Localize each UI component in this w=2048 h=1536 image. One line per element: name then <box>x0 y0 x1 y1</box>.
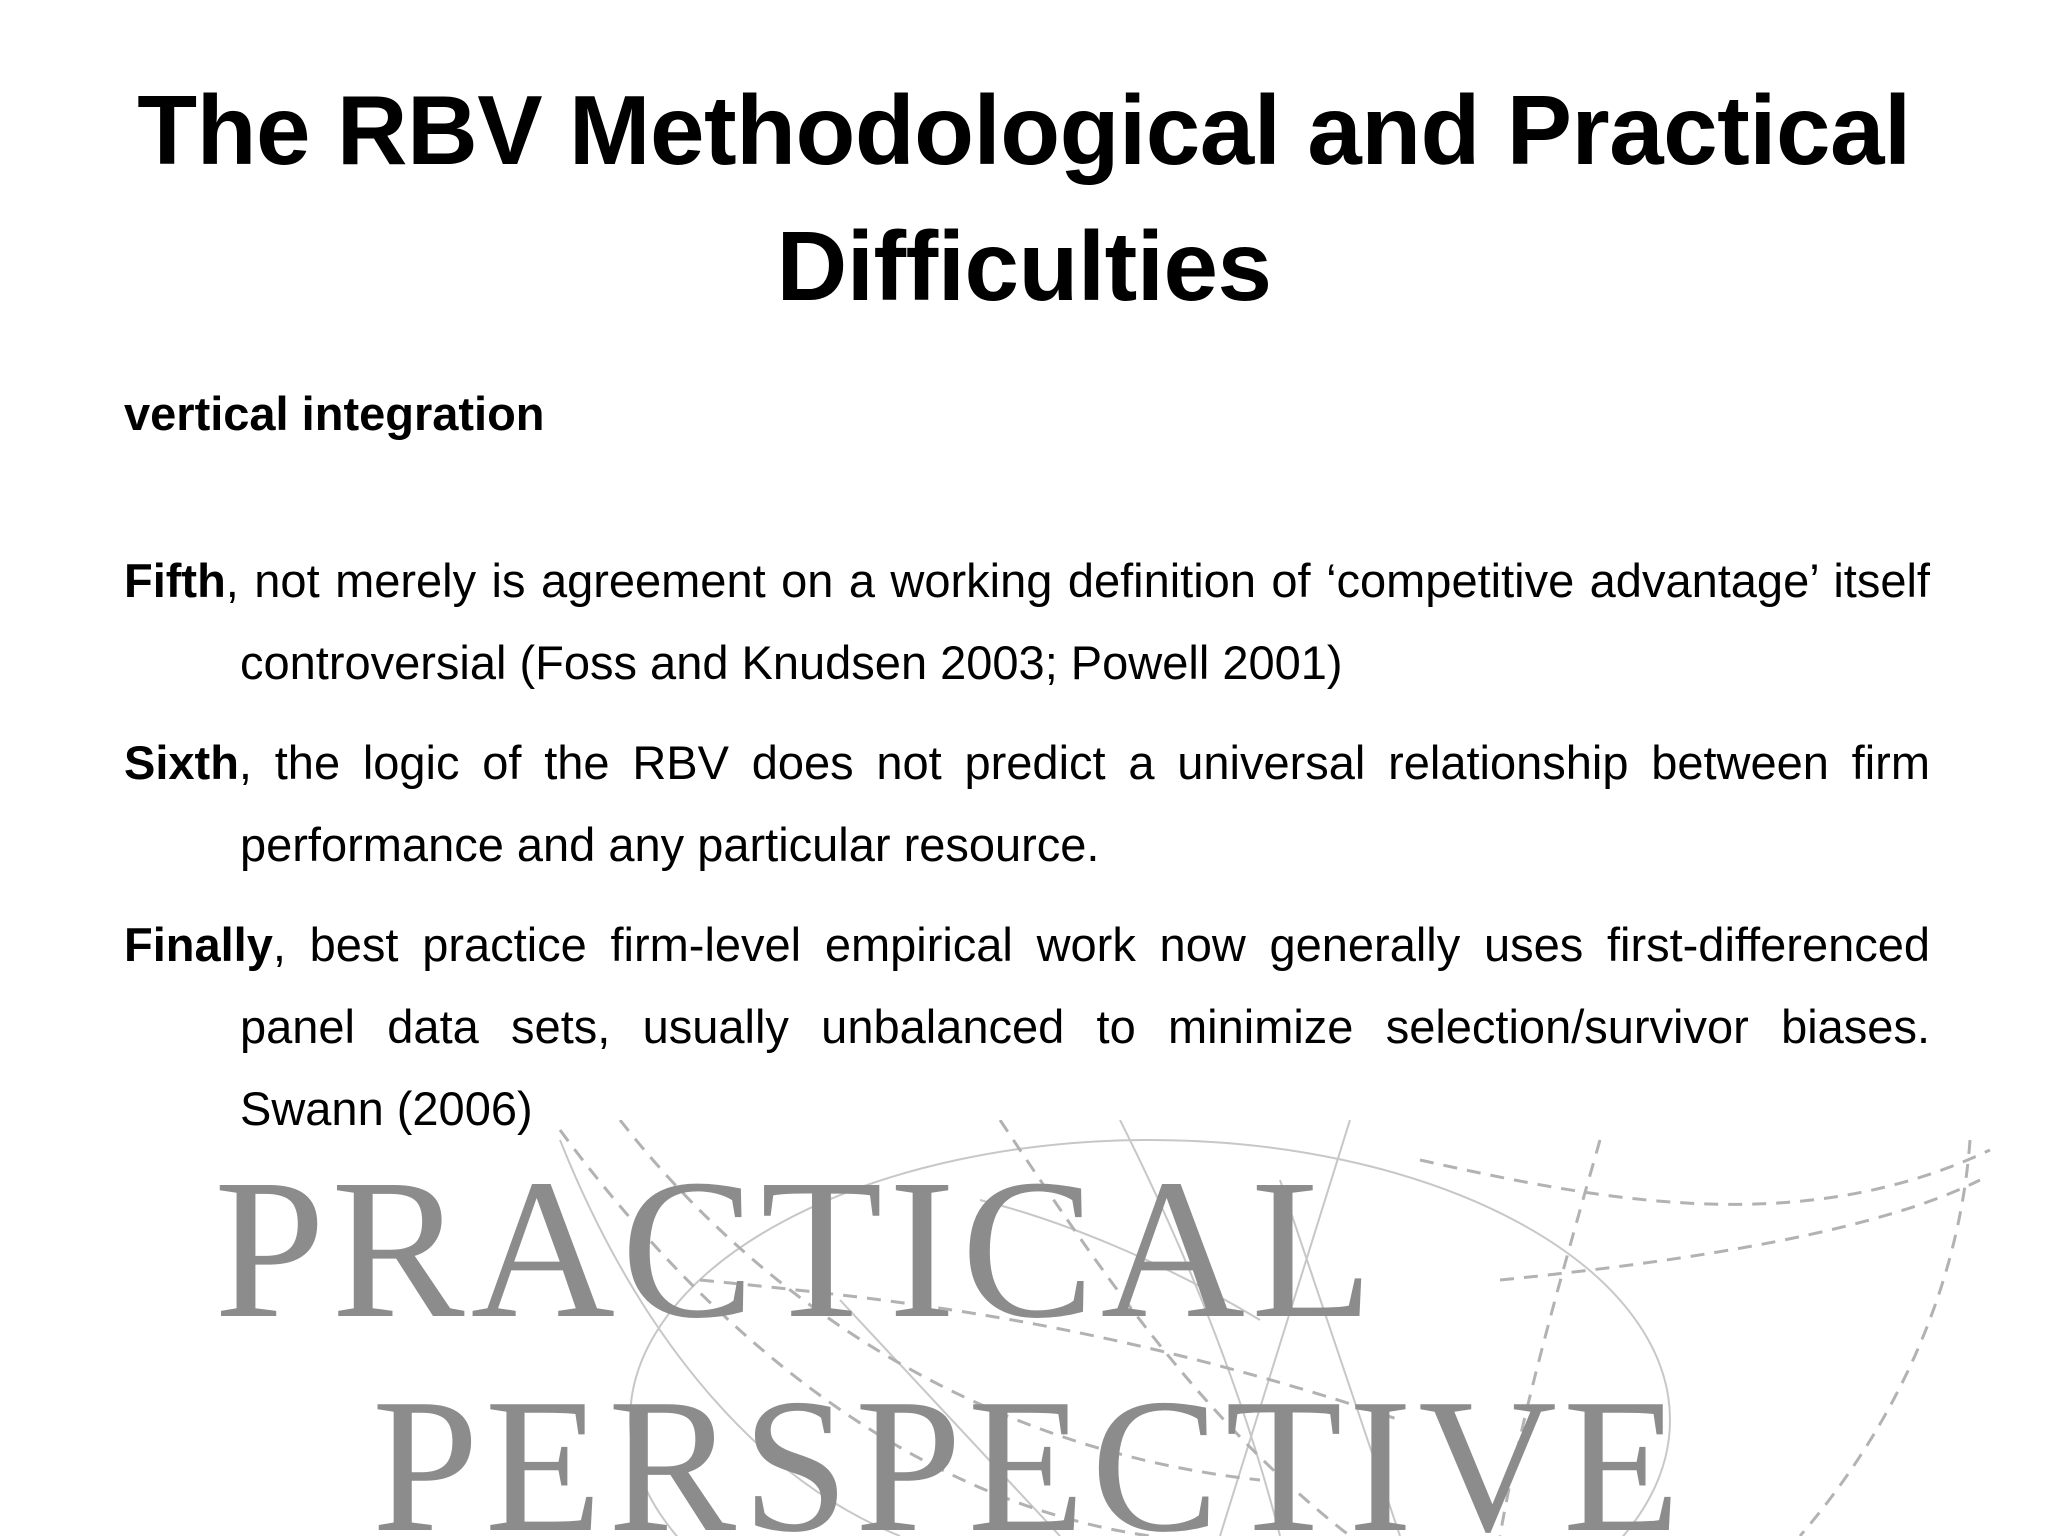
practical-perspective-logo <box>0 1120 2048 1536</box>
point-finally <box>124 904 1930 1150</box>
bullet-list <box>124 540 1930 1168</box>
slide-title: The RBV Methodological and Practical Difficulties <box>137 75 1911 321</box>
point-lead: Finally <box>124 918 273 971</box>
point-sixth <box>124 722 1930 886</box>
point-lead: Fifth <box>124 554 226 607</box>
point-text: , the logic of the RBV does not predict a universal relationship between firm performance and any particular resource. <box>238 736 1930 871</box>
watermark-word-practical: PRACTICAL <box>214 1139 1380 1360</box>
slide-subheading: vertical integration <box>124 387 545 440</box>
watermark-word-perspective: PERSPECTIVE <box>372 1359 1687 1536</box>
point-lead: Sixth <box>124 736 239 789</box>
point-text: , not merely is agreement on a working definition of ‘competitive advantage’ itself controversial (Foss and Knudsen 2003; Powell 2001) <box>225 554 1930 689</box>
point-fifth <box>124 540 1930 704</box>
point-text: , best practice firm-level empirical work now generally uses first-differenced panel data sets, usually unbalanced to minimize selection/survivor biases. Swann (2006) <box>240 918 1930 1135</box>
